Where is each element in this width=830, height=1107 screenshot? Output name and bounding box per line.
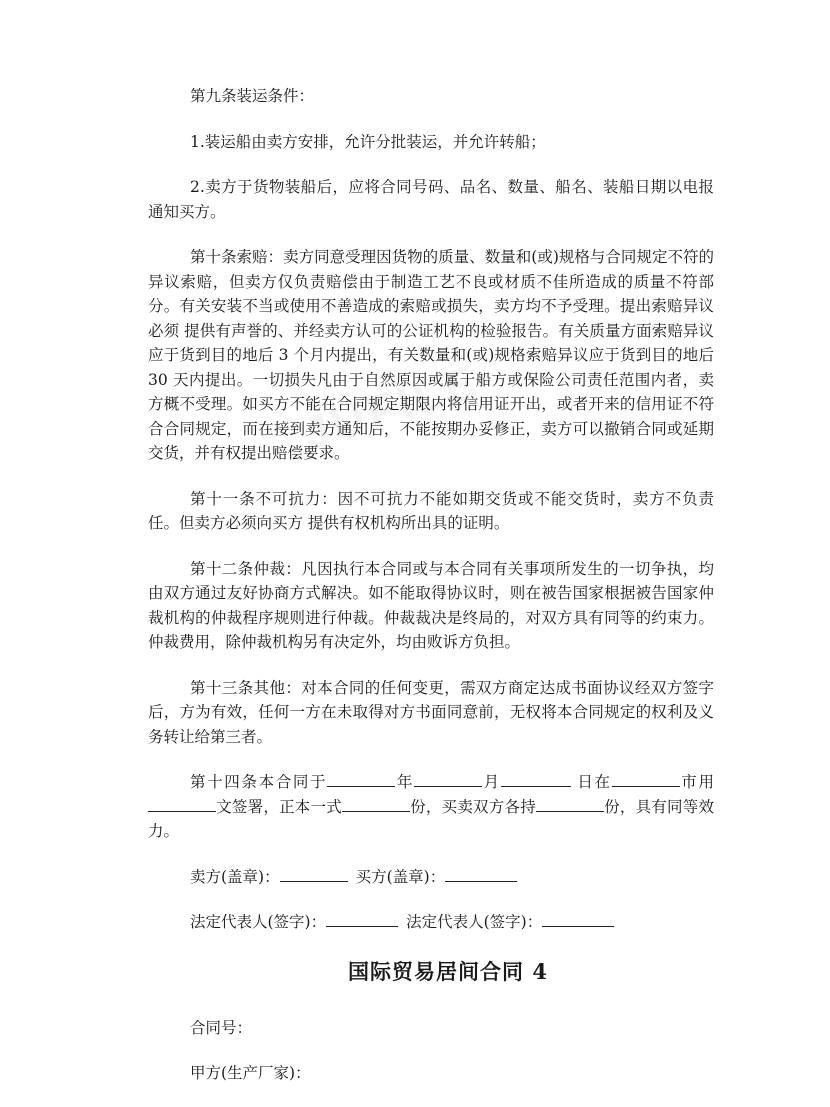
buyer-seal-blank	[445, 867, 517, 882]
art14-text-2: 年	[395, 773, 414, 791]
article-10-claims: 第十条索赔：卖方同意受理因货物的质量、数量和(或)规格与合同规定不符的异议索赔，但卖方仅负责赔偿由于制造工艺不良或材质不佳所造成的质量不符部分。有关安装不当或使用不善造成的索赔或损失，卖方均不予受理。提出索赔异议必须 提供有声誉的、并经卖方认可的公证机构的检验报告。有关质量方面索赔异议应于货到目的地后 3 个月内提出，有关数量和(或)规格索赔异议应于货到目的地后 30 天内提出。一切损失凡由于自然原因或属于船方或保险公司责任范围内者，卖方概不受理。如买方不能在合同规定期限内将信用证开出，或者开来的信用证不符合合同规定，而在接到卖方通知后，不能按期办妥修正，卖方可以撤销合同或延期交货，并有权提出赔偿要求。	[148, 248, 714, 462]
art14-text-3: 月	[481, 773, 501, 791]
city-blank	[612, 772, 680, 787]
article-14-signing	[148, 770, 714, 844]
art14-text-6: 文签署，正本一式	[216, 797, 342, 816]
copies-each-blank	[536, 797, 604, 812]
year-blank	[327, 772, 395, 787]
art14-text-8: 份，具有同等效力。	[148, 797, 714, 840]
article-12-arbitration: 第十二条仲裁：凡因执行本合同或与本合同有关事项所发生的一切争执，均由双方通过友好协商方式解决。如不能取得协议时，则在被告国家根据被告国家仲裁机构的仲裁程序规则进行仲裁。仲裁裁决是终局的，对双方具有同等的约束力。仲裁费用，除仲裁机构另有决定外，均由败诉方负担。	[148, 559, 714, 651]
article-9-title: 第九条装运条件：	[190, 87, 315, 105]
article-11-force-majeure: 第十一条不可抗力：因不可抗力不能如期交货或不能交货时，卖方不负责任。但卖方必须向买方 提供有权机构所出具的证明。	[148, 489, 714, 532]
seller-seal-blank	[280, 867, 348, 882]
next-contract-title: 国际贸易居间合同 4	[348, 958, 548, 984]
art14-text-4: 日在	[570, 773, 612, 791]
contract-number-field: 合同号：	[190, 1018, 253, 1037]
buyer-rep-label: 法定代表人(签字)：	[406, 913, 543, 931]
language-blank	[148, 797, 216, 812]
buyer-rep-blank	[542, 912, 614, 927]
contract-body	[148, 84, 714, 1107]
representative-line	[148, 910, 714, 935]
party-a-field: 甲方(生产厂家)：	[190, 1064, 311, 1082]
seller-seal-label: 卖方(盖章)：	[190, 867, 280, 886]
art14-text-5: 市用	[679, 773, 714, 791]
article-9-item-2: 2.卖方于货物装船后，应将合同号码、品名、数量、船名、装船日期以电报通知买方。	[148, 178, 714, 221]
seller-rep-blank	[326, 912, 398, 927]
buyer-seal-label: 买方(盖章)：	[355, 867, 446, 886]
art14-text-7: 份，买卖双方各持	[409, 797, 536, 816]
art14-text-1: 第十四条本合同于	[190, 773, 328, 791]
article-9-item-1: 1.装运船由卖方安排，允许分批装运，并允许转船；	[190, 132, 546, 151]
article-13-other: 第十三条其他：对本合同的任何变更，需双方商定达成书面协议经双方签字后，方为有效，任何一方在未取得对方书面同意前，无权将本合同规定的权利及义务转让给第三者。	[148, 678, 714, 746]
seller-rep-label: 法定代表人(签字)：	[190, 913, 327, 931]
seal-line	[148, 865, 714, 890]
month-blank	[414, 772, 482, 787]
day-blank	[501, 772, 571, 787]
originals-blank	[342, 797, 410, 812]
